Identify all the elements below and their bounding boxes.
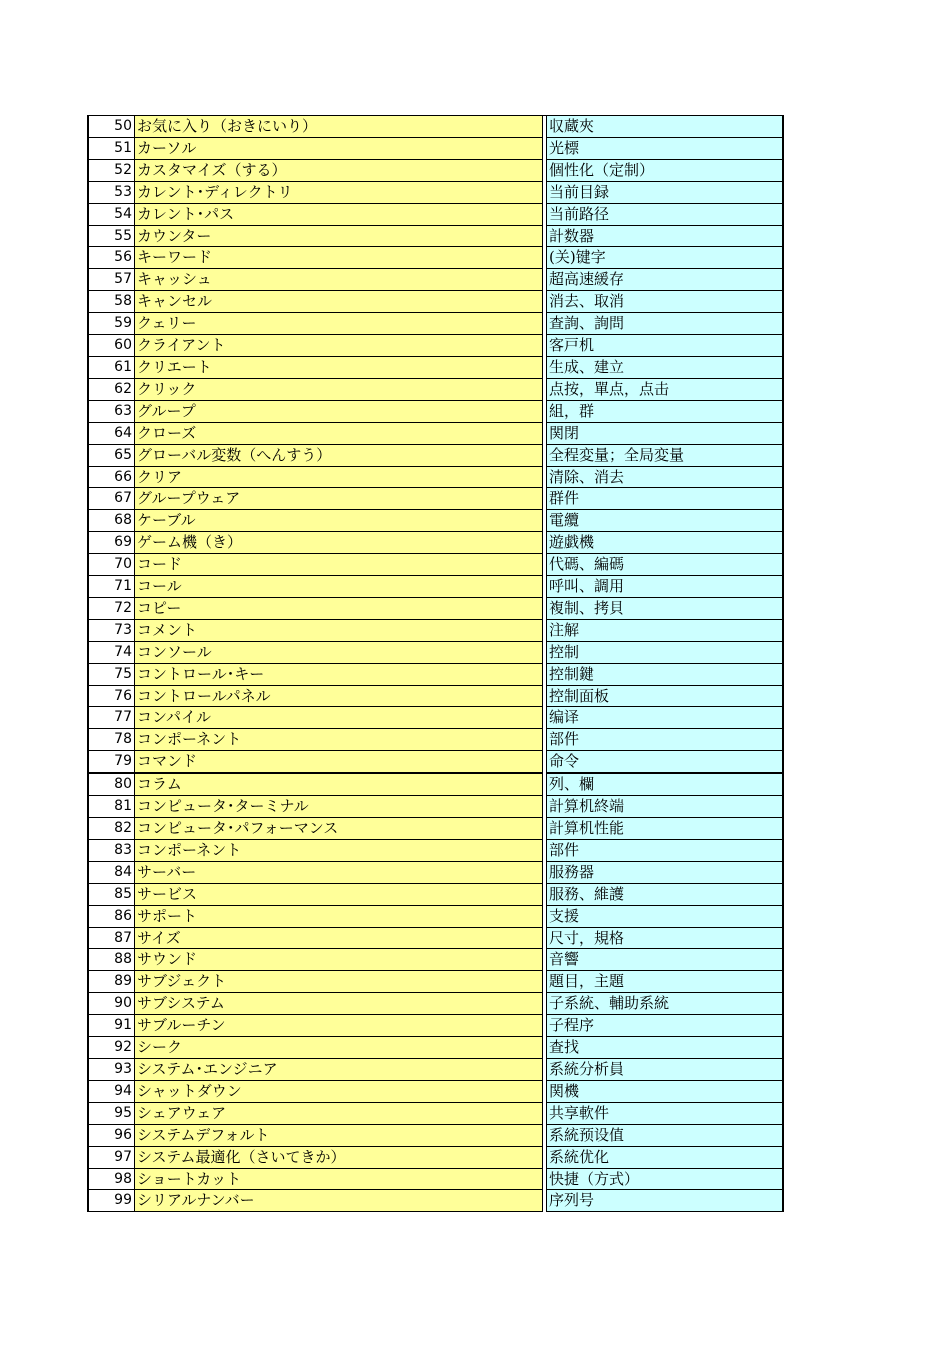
japanese-term-cell[interactable]: グループ: [135, 400, 543, 422]
japanese-term-cell[interactable]: カレント･ディレクトリ: [135, 181, 543, 203]
japanese-term-cell[interactable]: キャンセル: [135, 291, 543, 313]
chinese-term-cell[interactable]: 注解: [547, 619, 784, 641]
table-row: [88, 685, 783, 707]
row-number-cell[interactable]: 58: [88, 291, 135, 313]
table-row: [88, 597, 783, 619]
table-row: [88, 203, 783, 225]
table-row: [88, 116, 783, 138]
table-row: [88, 356, 783, 378]
row-number-cell[interactable]: 88: [88, 949, 135, 971]
row-number-cell[interactable]: 91: [88, 1015, 135, 1037]
row-number-cell[interactable]: 64: [88, 422, 135, 444]
japanese-term-cell[interactable]: お気に入り（おきにいり）: [135, 116, 543, 138]
table-row: [88, 466, 783, 488]
chinese-term-cell[interactable]: 查詢、詢問: [547, 313, 784, 335]
japanese-term-cell[interactable]: コピー: [135, 597, 543, 619]
table-row: [88, 1124, 783, 1146]
table-row: [88, 883, 783, 905]
table-row: [88, 137, 783, 159]
table-row: [88, 291, 783, 313]
chinese-term-cell[interactable]: 電纜: [547, 510, 784, 532]
row-number-cell[interactable]: 61: [88, 356, 135, 378]
table-row: [88, 1168, 783, 1190]
row-number-cell[interactable]: 74: [88, 641, 135, 663]
table-row: [88, 905, 783, 927]
chinese-term-cell[interactable]: 遊戯機: [547, 532, 784, 554]
row-number-cell[interactable]: 89: [88, 971, 135, 993]
japanese-term-cell[interactable]: クライアント: [135, 335, 543, 357]
row-number-cell[interactable]: 67: [88, 488, 135, 510]
row-number-cell[interactable]: 65: [88, 444, 135, 466]
chinese-term-cell[interactable]: 清除、消去: [547, 466, 784, 488]
japanese-term-cell[interactable]: カスタマイズ（する）: [135, 159, 543, 181]
japanese-term-cell[interactable]: コントロール･キー: [135, 663, 543, 685]
chinese-term-cell[interactable]: 全程変量；全局変量: [547, 444, 784, 466]
table-row: [88, 1037, 783, 1059]
row-number-cell[interactable]: 53: [88, 181, 135, 203]
chinese-term-cell[interactable]: (关)键字: [547, 247, 784, 269]
row-number-cell[interactable]: 98: [88, 1168, 135, 1190]
japanese-term-cell[interactable]: コール: [135, 576, 543, 598]
japanese-term-cell[interactable]: システム最適化（さいてきか）: [135, 1146, 543, 1168]
japanese-term-cell[interactable]: シーク: [135, 1037, 543, 1059]
row-number-cell[interactable]: 99: [88, 1190, 135, 1212]
row-number-cell[interactable]: 57: [88, 269, 135, 291]
table-row: [88, 619, 783, 641]
chinese-term-cell[interactable]: 題目，主題: [547, 971, 784, 993]
row-number-cell[interactable]: 79: [88, 751, 135, 773]
chinese-term-cell[interactable]: 控制面板: [547, 685, 784, 707]
table-row: [88, 663, 783, 685]
japanese-term-cell[interactable]: コンポーネント: [135, 729, 543, 751]
table-row: [88, 949, 783, 971]
japanese-term-cell[interactable]: クローズ: [135, 422, 543, 444]
table-row: [88, 861, 783, 883]
chinese-term-cell[interactable]: 编译: [547, 707, 784, 729]
japanese-term-cell[interactable]: サブルーチン: [135, 1015, 543, 1037]
chinese-term-cell[interactable]: 複制、拷貝: [547, 597, 784, 619]
row-number-cell[interactable]: 56: [88, 247, 135, 269]
chinese-term-cell[interactable]: 控制: [547, 641, 784, 663]
row-number-cell[interactable]: 82: [88, 818, 135, 840]
row-number-cell[interactable]: 59: [88, 313, 135, 335]
table-row: [88, 181, 783, 203]
chinese-term-cell[interactable]: 子系統、輔助系統: [547, 993, 784, 1015]
japanese-term-cell[interactable]: クェリー: [135, 313, 543, 335]
chinese-term-cell[interactable]: 呼叫、調用: [547, 576, 784, 598]
table-row: [88, 422, 783, 444]
table-row: [88, 269, 783, 291]
table-row: [88, 378, 783, 400]
table-row: [88, 993, 783, 1015]
row-number-cell[interactable]: 71: [88, 576, 135, 598]
japanese-term-cell[interactable]: コンピュータ･パフォーマンス: [135, 818, 543, 840]
table-row: [88, 971, 783, 993]
japanese-term-cell[interactable]: カーソル: [135, 137, 543, 159]
row-number-cell[interactable]: 86: [88, 905, 135, 927]
chinese-term-cell[interactable]: 光標: [547, 137, 784, 159]
table-row: [88, 796, 783, 818]
japanese-term-cell[interactable]: サブジェクト: [135, 971, 543, 993]
table-row: [88, 1080, 783, 1102]
chinese-term-cell[interactable]: 計数器: [547, 225, 784, 247]
table-row: [88, 444, 783, 466]
row-number-cell[interactable]: 81: [88, 796, 135, 818]
row-number-cell[interactable]: 63: [88, 400, 135, 422]
row-number-cell[interactable]: 78: [88, 729, 135, 751]
chinese-term-cell[interactable]: 音響: [547, 949, 784, 971]
japanese-term-cell[interactable]: グループウェア: [135, 488, 543, 510]
chinese-term-cell[interactable]: 系統分析員: [547, 1058, 784, 1080]
table-row: [88, 729, 783, 751]
chinese-term-cell[interactable]: 支援: [547, 905, 784, 927]
japanese-term-cell[interactable]: キーワード: [135, 247, 543, 269]
table-row: [88, 1015, 783, 1037]
chinese-term-cell[interactable]: 共享軟件: [547, 1102, 784, 1124]
row-number-cell[interactable]: 92: [88, 1037, 135, 1059]
table-row: [88, 927, 783, 949]
table-row: [88, 159, 783, 181]
row-number-cell[interactable]: 68: [88, 510, 135, 532]
table-row: [88, 707, 783, 729]
row-number-cell[interactable]: 51: [88, 137, 135, 159]
table-row: [88, 839, 783, 861]
row-number-cell[interactable]: 60: [88, 335, 135, 357]
chinese-term-cell[interactable]: 客戸机: [547, 335, 784, 357]
japanese-term-cell[interactable]: サービス: [135, 883, 543, 905]
table-row: [88, 400, 783, 422]
row-number-cell[interactable]: 87: [88, 927, 135, 949]
chinese-term-cell[interactable]: 組，群: [547, 400, 784, 422]
chinese-term-cell[interactable]: 計算机終端: [547, 796, 784, 818]
japanese-term-cell[interactable]: サーバー: [135, 861, 543, 883]
glossary-table: [87, 115, 784, 1212]
row-number-cell[interactable]: 76: [88, 685, 135, 707]
japanese-term-cell[interactable]: コンパイル: [135, 707, 543, 729]
row-number-cell[interactable]: 54: [88, 203, 135, 225]
japanese-term-cell[interactable]: シェアウェア: [135, 1102, 543, 1124]
japanese-term-cell[interactable]: クリック: [135, 378, 543, 400]
row-number-cell[interactable]: 94: [88, 1080, 135, 1102]
japanese-term-cell[interactable]: コラム: [135, 773, 543, 795]
japanese-term-cell[interactable]: コンポーネント: [135, 839, 543, 861]
row-number-cell[interactable]: 77: [88, 707, 135, 729]
chinese-term-cell[interactable]: 関機: [547, 1080, 784, 1102]
japanese-term-cell[interactable]: ケーブル: [135, 510, 543, 532]
japanese-term-cell[interactable]: システムデフォルト: [135, 1124, 543, 1146]
chinese-term-cell[interactable]: 尺寸，規格: [547, 927, 784, 949]
row-number-cell[interactable]: 90: [88, 993, 135, 1015]
row-number-cell[interactable]: 55: [88, 225, 135, 247]
japanese-term-cell[interactable]: キャッシュ: [135, 269, 543, 291]
table-row: [88, 554, 783, 576]
table-row: [88, 1058, 783, 1080]
chinese-term-cell[interactable]: 命令: [547, 751, 784, 773]
chinese-term-cell[interactable]: 代碼、編碼: [547, 554, 784, 576]
chinese-term-cell[interactable]: 群件: [547, 488, 784, 510]
table-row: [88, 225, 783, 247]
row-number-cell[interactable]: 72: [88, 597, 135, 619]
table-row: [88, 1102, 783, 1124]
row-number-cell[interactable]: 83: [88, 839, 135, 861]
row-number-cell[interactable]: 73: [88, 619, 135, 641]
chinese-term-cell[interactable]: 快捷（方式）: [547, 1168, 784, 1190]
japanese-term-cell[interactable]: サブシステム: [135, 993, 543, 1015]
table-row: [88, 532, 783, 554]
chinese-term-cell[interactable]: 部件: [547, 729, 784, 751]
glossary-table-body: [88, 116, 783, 1212]
row-number-cell[interactable]: 69: [88, 532, 135, 554]
japanese-term-cell[interactable]: カレント･パス: [135, 203, 543, 225]
chinese-term-cell[interactable]: 当前目録: [547, 181, 784, 203]
japanese-term-cell[interactable]: サポート: [135, 905, 543, 927]
chinese-term-cell[interactable]: 服務、維護: [547, 883, 784, 905]
chinese-term-cell[interactable]: 生成、建立: [547, 356, 784, 378]
chinese-term-cell[interactable]: 収蔵夾: [547, 116, 784, 138]
row-number-cell[interactable]: 84: [88, 861, 135, 883]
table-row: [88, 247, 783, 269]
chinese-term-cell[interactable]: 当前路径: [547, 203, 784, 225]
japanese-term-cell[interactable]: コード: [135, 554, 543, 576]
japanese-term-cell[interactable]: ゲーム機（き）: [135, 532, 543, 554]
chinese-term-cell[interactable]: 部件: [547, 839, 784, 861]
japanese-term-cell[interactable]: グローバル変数（へんすう）: [135, 444, 543, 466]
table-row: [88, 488, 783, 510]
chinese-term-cell[interactable]: 系統预设值: [547, 1124, 784, 1146]
chinese-term-cell[interactable]: 控制鍵: [547, 663, 784, 685]
japanese-term-cell[interactable]: クリエート: [135, 356, 543, 378]
row-number-cell[interactable]: 50: [88, 116, 135, 138]
chinese-term-cell[interactable]: 服務器: [547, 861, 784, 883]
table-row: [88, 773, 783, 795]
japanese-term-cell[interactable]: コントロールパネル: [135, 685, 543, 707]
row-number-cell[interactable]: 93: [88, 1058, 135, 1080]
japanese-term-cell[interactable]: ショートカット: [135, 1168, 543, 1190]
japanese-term-cell[interactable]: コンピュータ･ターミナル: [135, 796, 543, 818]
japanese-term-cell[interactable]: クリア: [135, 466, 543, 488]
chinese-term-cell[interactable]: 計算机性能: [547, 818, 784, 840]
japanese-term-cell[interactable]: シャットダウン: [135, 1080, 543, 1102]
table-row: [88, 335, 783, 357]
chinese-term-cell[interactable]: 点按，單点，点击: [547, 378, 784, 400]
japanese-term-cell[interactable]: シリアルナンバー: [135, 1190, 543, 1212]
chinese-term-cell[interactable]: 超高速緩存: [547, 269, 784, 291]
japanese-term-cell[interactable]: コメント: [135, 619, 543, 641]
row-number-cell[interactable]: 52: [88, 159, 135, 181]
row-number-cell[interactable]: 95: [88, 1102, 135, 1124]
row-number-cell[interactable]: 97: [88, 1146, 135, 1168]
chinese-term-cell[interactable]: 查找: [547, 1037, 784, 1059]
japanese-term-cell[interactable]: コマンド: [135, 751, 543, 773]
chinese-term-cell[interactable]: 系統优化: [547, 1146, 784, 1168]
table-row: [88, 1146, 783, 1168]
row-number-cell[interactable]: 75: [88, 663, 135, 685]
table-row: [88, 1190, 783, 1212]
row-number-cell[interactable]: 70: [88, 554, 135, 576]
row-number-cell[interactable]: 85: [88, 883, 135, 905]
table-row: [88, 576, 783, 598]
japanese-term-cell[interactable]: サウンド: [135, 949, 543, 971]
japanese-term-cell[interactable]: コンソール: [135, 641, 543, 663]
japanese-term-cell[interactable]: サイズ: [135, 927, 543, 949]
japanese-term-cell[interactable]: カウンター: [135, 225, 543, 247]
row-number-cell[interactable]: 62: [88, 378, 135, 400]
table-row: [88, 751, 783, 773]
chinese-term-cell[interactable]: 序列号: [547, 1190, 784, 1212]
chinese-term-cell[interactable]: 関閉: [547, 422, 784, 444]
chinese-term-cell[interactable]: 個性化（定制）: [547, 159, 784, 181]
japanese-term-cell[interactable]: システム･エンジニア: [135, 1058, 543, 1080]
table-row: [88, 641, 783, 663]
table-row: [88, 313, 783, 335]
table-row: [88, 510, 783, 532]
table-row: [88, 818, 783, 840]
chinese-term-cell[interactable]: 子程序: [547, 1015, 784, 1037]
row-number-cell[interactable]: 66: [88, 466, 135, 488]
chinese-term-cell[interactable]: 消去、取消: [547, 291, 784, 313]
chinese-term-cell[interactable]: 列、欄: [547, 773, 784, 795]
row-number-cell[interactable]: 80: [88, 773, 135, 795]
row-number-cell[interactable]: 96: [88, 1124, 135, 1146]
